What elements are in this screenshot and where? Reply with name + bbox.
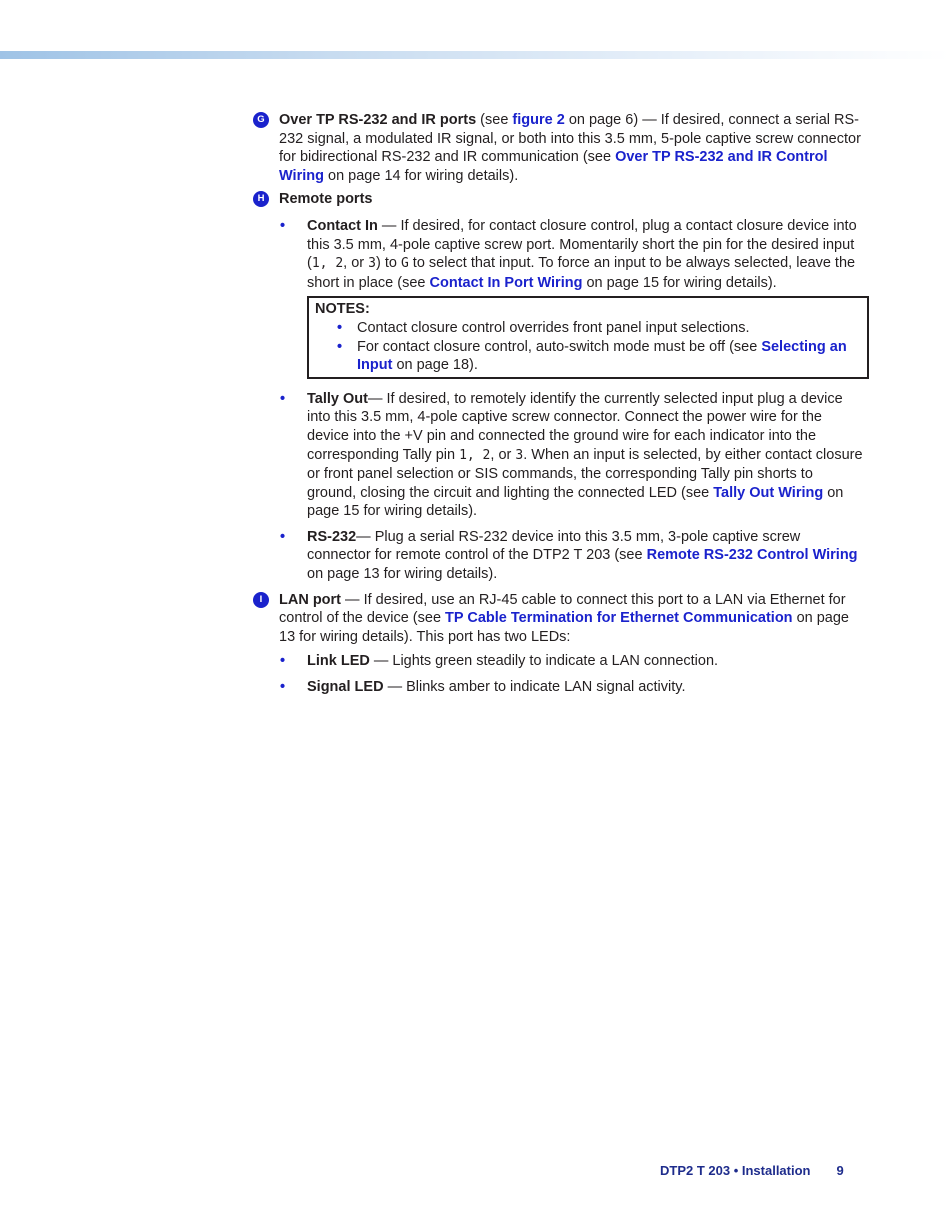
bullet-icon: • bbox=[280, 217, 286, 234]
body-text: — Plug a serial RS-232 device into this 3.5 mm, 3-pole captive screw connector for remote control of the DTP2 T 203 (see bbox=[307, 528, 801, 564]
link-figure-2[interactable]: figure 2 bbox=[512, 112, 565, 128]
list-item-title: Signal LED bbox=[307, 679, 384, 696]
list-item-title: RS-232 bbox=[307, 528, 357, 545]
body-text: — If desired, to remotely identify the currently selected input plug a device into this 3.5 mm, 4-pole captive screw connector. Connect the power wire for the device into the +V pin and connected the ground wire for each indicator into the corresponding Tally pin bbox=[307, 390, 843, 463]
body-text: ) to bbox=[375, 255, 401, 272]
list-item-title: Link LED bbox=[307, 653, 370, 670]
body-text: — If desired, for contact closure control, plug a contact closure device into this 3.5 mm, 4-pole captive screw port. Momentarily short the pin for the desired input ( bbox=[307, 217, 857, 272]
link-tp-cable-termination-ethernet[interactable]: TP Cable Termination for Ethernet Communication bbox=[445, 610, 793, 627]
link-contact-in-port-wiring[interactable]: Contact In Port Wiring bbox=[429, 274, 583, 291]
list-item-link-led bbox=[252, 652, 866, 671]
pin-code: 1, 2 bbox=[459, 447, 491, 463]
page-content bbox=[252, 111, 866, 697]
list-item-signal-led bbox=[252, 678, 866, 697]
pin-code: G bbox=[400, 256, 409, 272]
pin-code: 1, 2 bbox=[311, 256, 344, 272]
link-over-tp-rs232-ir-wiring[interactable]: Over TP RS-232 and IR Control Wiring bbox=[279, 149, 828, 184]
header-band bbox=[0, 51, 950, 59]
note-text: For contact closure control, auto-switch mode must be off (see bbox=[357, 338, 762, 355]
body-text: — Lights green steadily to indicate a LAN connection. bbox=[369, 653, 719, 670]
bullet-icon: • bbox=[280, 390, 286, 407]
callout-badge-g: G bbox=[253, 112, 269, 128]
item-title: LAN port bbox=[279, 591, 342, 608]
list-item-contact-in bbox=[252, 217, 866, 292]
body-text: — Blinks amber to indicate LAN signal activity. bbox=[383, 679, 686, 696]
note-item bbox=[315, 319, 861, 338]
item-title: Over TP RS-232 and IR ports bbox=[279, 112, 477, 128]
callout-badge-h: H bbox=[253, 191, 269, 207]
note-text: on page 18). bbox=[392, 357, 478, 374]
bullet-icon: • bbox=[280, 653, 286, 670]
page-number: 9 bbox=[836, 1163, 844, 1178]
link-selecting-an-input[interactable]: Selecting an Input bbox=[357, 338, 847, 374]
notes-box bbox=[307, 296, 869, 378]
bullet-icon: • bbox=[280, 528, 286, 545]
footer-label: DTP2 T 203 • Installation bbox=[660, 1163, 811, 1178]
item-lan-port bbox=[252, 591, 866, 647]
note-text: Contact closure control overrides front panel input selections. bbox=[357, 319, 750, 336]
body-text: on page 13 for wiring details). This port has two LEDs: bbox=[279, 610, 849, 645]
list-item-title: Contact In bbox=[307, 217, 378, 234]
item-title: Remote ports bbox=[279, 191, 373, 208]
item-remote-ports bbox=[252, 190, 866, 209]
body-text: . When an input is selected, by either contact closure or front panel selection or SIS commands, the corresponding Tally pin shorts to ground, closing the circuit and lighting the connected LED (see bbox=[307, 446, 863, 501]
body-text: — If desired, use an RJ-45 cable to connect this port to a LAN via Ethernet for control of the device (see bbox=[279, 591, 846, 627]
body-text: on page 15 for wiring details). bbox=[582, 274, 777, 291]
callout-badge-i: I bbox=[253, 592, 269, 608]
body-text: (see bbox=[476, 112, 513, 128]
bullet-icon: • bbox=[280, 679, 286, 696]
note-item bbox=[315, 338, 861, 375]
body-text: on page 6) — If desired, connect a serial RS-232 signal, a modulated IR signal, or both into this 3.5 mm, 5-pole captive screw connector for bidirectional RS-232 and IR communication (see bbox=[279, 112, 861, 166]
body-text: on page 14 for wiring details). bbox=[323, 167, 519, 184]
list-item-title: Tally Out bbox=[307, 390, 368, 407]
body-text: on page 15 for wiring details). bbox=[307, 484, 844, 520]
page-footer bbox=[660, 1162, 844, 1181]
pin-code: 3 bbox=[515, 447, 524, 463]
list-item-rs232 bbox=[252, 528, 866, 584]
link-tally-out-wiring[interactable]: Tally Out Wiring bbox=[713, 484, 824, 501]
body-text: on page 13 for wiring details). bbox=[307, 566, 498, 583]
link-remote-rs232-control-wiring[interactable]: Remote RS-232 Control Wiring bbox=[646, 547, 858, 564]
notes-heading: NOTES: bbox=[315, 301, 370, 318]
bullet-icon: • bbox=[337, 319, 343, 336]
item-over-tp-rs232-ir-ports bbox=[252, 111, 866, 185]
body-text: , or bbox=[343, 255, 369, 272]
bullet-icon: • bbox=[337, 338, 343, 355]
list-item-tally-out bbox=[252, 390, 866, 521]
body-text: to select that input. To force an input to be always selected, leave the short in place (see bbox=[307, 255, 856, 291]
body-text: , or bbox=[490, 446, 516, 463]
pin-code: 3 bbox=[368, 256, 376, 272]
